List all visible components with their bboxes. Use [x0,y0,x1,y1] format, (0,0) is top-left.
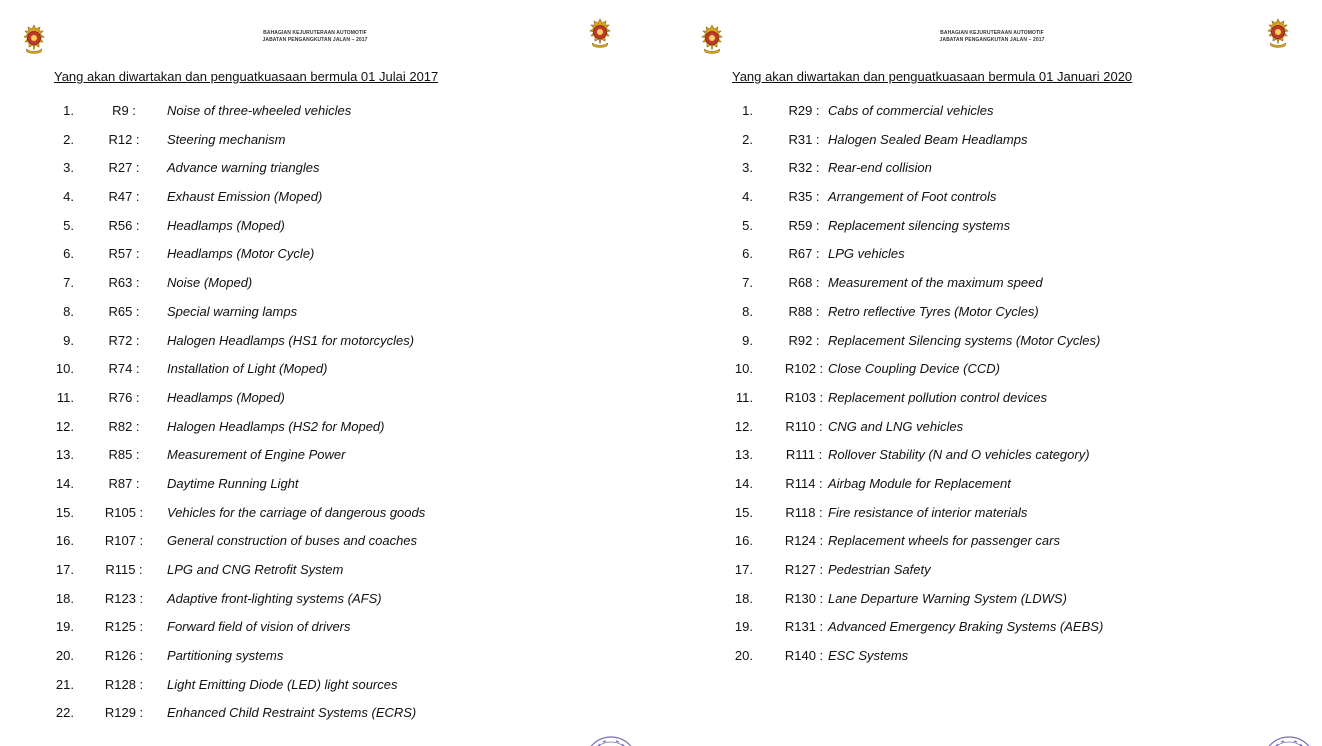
item-number: 9. [742,332,753,348]
regulation-code: R129 : [104,705,144,721]
item-number: 11. [56,389,74,405]
item-number: 12. [55,418,74,434]
regulation-description: Enhanced Child Restraint Systems (ECRS) [167,705,417,721]
regulation-code: R88 : [788,303,820,319]
regulation-code: R103 : [784,389,824,405]
jpj-emblem-icon [698,24,726,54]
item-number: 10. [734,361,753,377]
item-number: 19. [55,619,74,635]
regulation-code: R47 : [108,189,140,205]
regulation-description: Forward field of vision of drivers [167,619,351,635]
regulation-description: Noise (Moped) [167,275,253,291]
item-number: 14. [55,475,74,491]
regulation-description: LPG vehicles [828,246,905,262]
item-number: 12. [734,418,753,434]
item-number: 8. [63,303,74,319]
document-page-right [661,0,1322,746]
regulation-code: R9 : [112,103,136,118]
regulation-description: Exhaust Emission (Moped) [167,189,323,205]
regulation-description: Light Emitting Diode (LED) light sources [167,676,398,692]
page-title: Yang akan diwartakan dan penguatkuasaan bermula 01 Julai 2017 [54,69,439,84]
regulation-description: Advance warning triangles [167,160,320,176]
regulation-description: ESC Systems [828,648,909,664]
regulation-code: R105 : [104,504,144,520]
regulation-description: Measurement of Engine Power [167,447,346,463]
regulation-code: R87 : [108,475,140,491]
regulation-code: R127 : [784,562,824,577]
regulation-description: Replacement wheels for passenger cars [828,533,1060,549]
regulation-code: R115 : [105,562,143,577]
regulation-description: Partitioning systems [167,648,284,664]
item-number: 18. [55,590,74,606]
item-number: 8. [742,303,753,319]
item-number: 10. [55,361,74,377]
item-number: 9. [63,332,74,348]
regulation-code: R124 : [784,533,824,549]
item-number: 2. [742,131,753,147]
item-number: 20. [55,648,74,664]
regulation-description: Retro reflective Tyres (Motor Cycles) [828,303,1039,319]
regulation-code: R131 : [784,619,824,635]
official-stamp-icon [1261,735,1317,746]
header-department: BAHAGIAN KEJURUTERAAN AUTOMOTIF [263,30,367,36]
regulation-code: R128 : [104,676,144,692]
regulation-code: R125 : [104,619,144,635]
regulation-description: Noise of three-wheeled vehicles [167,103,352,118]
item-number: 15. [734,504,753,520]
regulation-description: Replacement Silencing systems (Motor Cycles) [828,332,1101,348]
item-number: 2. [63,131,74,147]
regulation-description: Special warning lamps [167,303,298,319]
regulation-description: Halogen Sealed Beam Headlamps [828,131,1028,147]
regulation-code: R126 : [104,648,144,664]
regulation-description: Pedestrian Safety [828,562,931,577]
regulation-code: R57 : [108,246,140,262]
regulation-code: R76 : [108,389,140,405]
item-number: 6. [742,246,753,262]
regulation-description: Headlamps (Moped) [167,389,285,405]
regulation-code: R114 : [785,475,823,491]
regulation-description: Steering mechanism [167,131,286,147]
regulation-code: R85 : [108,447,140,463]
regulation-description: Rear-end collision [828,160,932,176]
regulation-code: R67 : [788,246,820,262]
regulation-code: R123 : [104,590,144,606]
regulation-code: R111 : [785,447,823,463]
regulation-description: Adaptive front-lighting systems (AFS) [167,590,382,606]
regulation-code: R82 : [108,418,140,434]
page-title: Yang akan diwartakan dan penguatkuasaan bermula 01 Januari 2020 [732,69,1133,84]
jpj-emblem-icon [586,18,614,48]
regulation-code: R92 : [788,332,820,348]
item-number: 6. [63,246,74,262]
regulation-code: R63 : [108,275,140,291]
regulation-description: LPG and CNG Retrofit System [167,562,344,577]
official-stamp-icon [583,735,639,746]
regulation-description: Headlamps (Motor Cycle) [167,246,315,262]
regulation-code: R130 : [784,590,824,606]
regulation-code: R32 : [788,160,820,176]
regulation-description: Fire resistance of interior materials [828,504,1028,520]
regulation-description: General construction of buses and coaches [167,533,418,549]
jpj-emblem-icon [1264,18,1292,48]
item-number: 13. [734,447,753,463]
regulation-description: Halogen Headlamps (HS1 for motorcycles) [167,332,415,348]
regulation-code: R29 : [788,103,820,118]
regulation-code: R140 : [784,648,824,664]
regulation-description: Vehicles for the carriage of dangerous goods [167,504,426,520]
regulation-description: Advanced Emergency Braking Systems (AEBS) [828,619,1104,635]
regulation-code: R102 : [784,361,824,377]
item-number: 7. [742,275,753,291]
item-number: 1. [742,103,753,118]
regulation-code: R27 : [108,160,140,176]
regulation-description: Lane Departure Warning System (LDWS) [828,590,1067,606]
regulation-description: CNG and LNG vehicles [828,418,964,434]
item-number: 15. [55,504,74,520]
item-number: 5. [742,217,753,233]
regulation-code: R107 : [104,533,144,549]
regulation-description: Halogen Headlamps (HS2 for Moped) [167,418,385,434]
item-number: 11. [735,389,753,405]
document-header [215,30,415,44]
regulation-code: R12 : [108,131,140,147]
regulation-code: R31 : [788,131,820,147]
document-header [892,30,1092,44]
item-number: 22. [55,705,74,721]
regulation-description: Measurement of the maximum speed [828,275,1043,291]
item-number: 4. [742,189,753,205]
item-number: 17. [55,562,74,577]
regulation-description: Replacement silencing systems [828,217,1011,233]
item-number: 19. [734,619,753,635]
regulation-description: Close Coupling Device (CCD) [828,361,1000,377]
item-number: 13. [55,447,74,463]
regulation-code: R65 : [108,303,140,319]
regulation-description: Daytime Running Light [167,475,299,491]
regulation-description: Airbag Module for Replacement [828,475,1011,491]
header-agency: JABATAN PENGANGKUTAN JALAN – 2017 [939,37,1045,43]
regulation-description: Rollover Stability (N and O vehicles category) [828,447,1090,463]
item-number: 18. [734,590,753,606]
item-number: 5. [63,217,74,233]
item-number: 3. [63,160,74,176]
item-number: 20. [734,648,753,664]
regulation-code: R72 : [108,332,140,348]
regulation-description: Headlamps (Moped) [167,217,285,233]
regulation-code: R35 : [788,189,820,205]
regulation-description: Cabs of commercial vehicles [828,103,994,118]
regulation-code: R59 : [788,217,820,233]
item-number: 16. [55,533,74,549]
regulation-description: Installation of Light (Moped) [167,361,328,377]
regulation-description: Replacement pollution control devices [828,389,1047,405]
item-number: 16. [734,533,753,549]
item-number: 14. [734,475,753,491]
header-department: BAHAGIAN KEJURUTERAAN AUTOMOTIF [940,30,1044,36]
item-number: 21. [55,676,74,692]
header-agency: JABATAN PENGANGKUTAN JALAN – 2017 [262,37,368,43]
item-number: 1. [63,103,74,118]
item-number: 7. [63,275,74,291]
item-number: 17. [734,562,753,577]
jpj-emblem-icon [20,24,48,54]
item-number: 3. [742,160,753,176]
regulation-code: R118 : [785,504,823,520]
regulation-code: R56 : [108,217,140,233]
regulation-code: R110 : [785,418,823,434]
item-number: 4. [63,189,74,205]
regulation-code: R68 : [788,275,820,291]
regulation-description: Arrangement of Foot controls [828,189,997,205]
regulation-code: R74 : [108,361,140,377]
